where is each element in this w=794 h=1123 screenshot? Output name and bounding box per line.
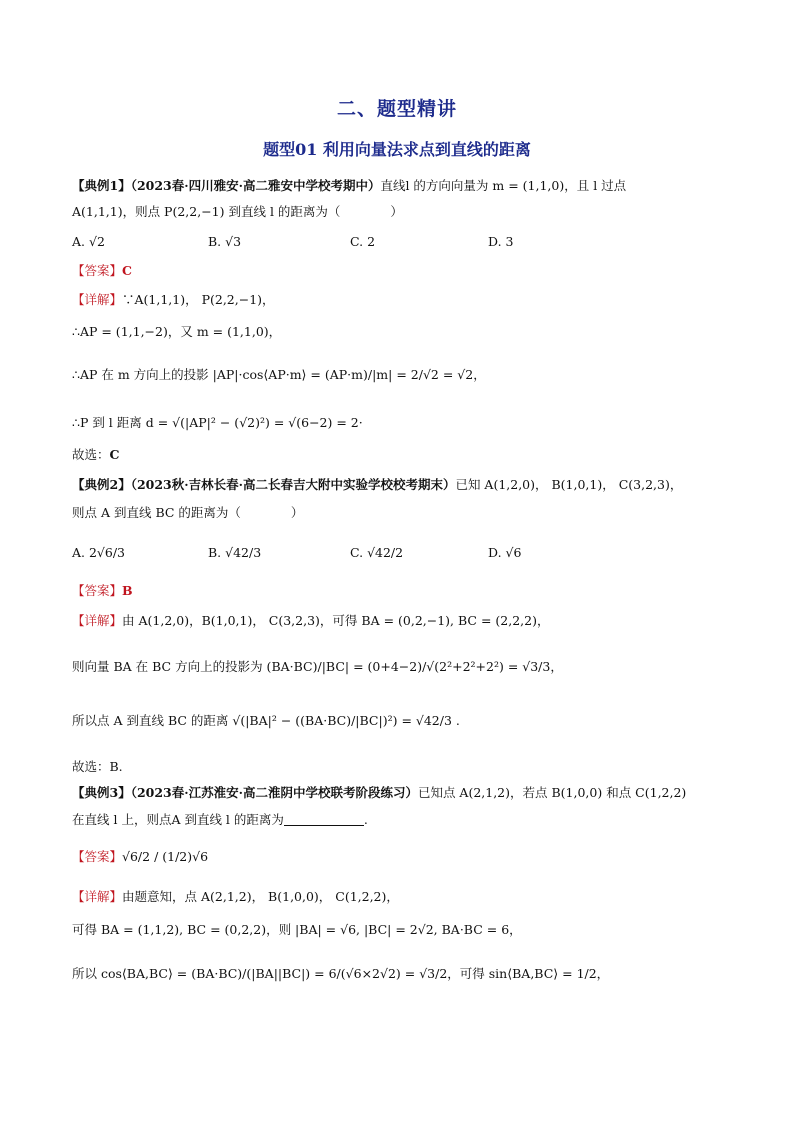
- example2-option-c: C. √42/2: [350, 545, 404, 560]
- example2-option-a: A. 2√6/3: [72, 545, 126, 560]
- example1-option-b: B. √3: [208, 234, 242, 249]
- answer-blank: [284, 813, 364, 826]
- example1-source: （2023春·四川雅安·高二雅安中学校考期中）: [130, 178, 381, 193]
- example2-choose: 故选：B.: [72, 759, 123, 774]
- example1-stem-line1: [72, 177, 626, 195]
- example1-answer: [72, 262, 132, 280]
- example3-label: 【典例3】: [72, 785, 131, 800]
- example1-detail-1: 【详解】∵A(1,1,1)， P(2,2,−1)，: [72, 292, 275, 307]
- example3-detail-2: 可得 BA = (1,1,2), BC = (0,2,2)，则 |BA| = √6, |BC| = 2√2, BA·BC = 6，: [72, 922, 522, 937]
- example1-detail-3: ∴AP 在 m 方向上的投影 |AP|·cos⟨AP·m⟩ = (AP·m)/|m| = 2/√2 = √2，: [72, 367, 486, 382]
- example1-stem-a: 直线l 的方向向量为 m = (1,1,0)，且 l 过点: [380, 178, 627, 193]
- example1-detail-4: ∴P 到 l 距离 d = √(|AP|² − (√2)²) = √(6−2) = 2·: [72, 415, 363, 430]
- example3-stem-line1: [72, 784, 686, 802]
- example1-stem-b: A(1,1,1)，则点 P(2,2,−1) 到直线 l 的距离为（ ）: [72, 204, 403, 219]
- example1-label: 【典例1】: [72, 178, 131, 193]
- example3-detail-1: 【详解】由题意知，点 A(2,1,2)， B(1,0,0)， C(1,2,2)，: [72, 889, 399, 904]
- example1-option-a: A. √2: [72, 234, 105, 249]
- topic-heading: 题型01 利用向量法求点到直线的距离: [263, 140, 531, 159]
- section-heading: 二、题型精讲: [336, 98, 457, 120]
- example3-stem-b: 在直线 l 上，则点A 到直线 l 的距离为 .: [72, 812, 368, 827]
- example1-option-d: D. 3: [488, 234, 514, 249]
- example1-option-c: C. 2: [350, 234, 376, 249]
- example1-detail-2: ∴AP = (1,1,−2)，又 m = (1,1,0)，: [72, 324, 282, 339]
- example2-detail-3: 所以点 A 到直线 BC 的距离 √(|BA|² − ((BA·BC)/|BC|)²) = √42/3 .: [72, 713, 460, 728]
- example2-stem-a: 已知 A(1,2,0)， B(1,0,1)， C(3,2,3)，: [455, 477, 683, 492]
- example2-detail-1: 【详解】由 A(1,2,0)，B(1,0,1)， C(3,2,3)，可得 BA = (0,2,−1), BC = (2,2,2)，: [72, 613, 550, 628]
- example2-stem-b: 则点 A 到直线 BC 的距离为（ ）: [72, 505, 304, 520]
- example2-answer: 【答案】B: [72, 583, 133, 598]
- example1-answer-value: C: [122, 263, 132, 278]
- example1-detail-label: 【详解】: [72, 292, 123, 307]
- example2-label: 【典例2】: [72, 477, 131, 492]
- example3-stem-a: 已知点 A(2,1,2)，若点 B(1,0,0) 和点 C(1,2,2): [417, 785, 687, 800]
- example2-detail-2: 则向量 BA 在 BC 方向上的投影为 (BA·BC)/|BC| = (0+4−2)/√(2²+2²+2²) = √3/3，: [72, 659, 563, 674]
- example2-source: （2023秋·吉林长春·高二长春吉大附中实验学校校考期末）: [130, 477, 456, 492]
- example1-choose: 故选：C: [72, 447, 120, 462]
- example3-answer: 【答案】√6/2 / (1/2)√6: [72, 849, 209, 864]
- example2-option-b: B. √42/3: [208, 545, 262, 560]
- example2-stem-line1: [72, 476, 682, 494]
- example3-detail-3: 所以 cos⟨BA,BC⟩ = (BA·BC)/(|BA||BC|) = 6/(√6×2√2) = √3/2，可得 sin⟨BA,BC⟩ = 1/2，: [72, 966, 610, 981]
- example2-option-d: D. √6: [488, 545, 522, 560]
- example1-answer-label: 【答案】: [72, 263, 123, 278]
- example3-source: （2023春·江苏淮安·高二淮阴中学校联考阶段练习）: [130, 785, 418, 800]
